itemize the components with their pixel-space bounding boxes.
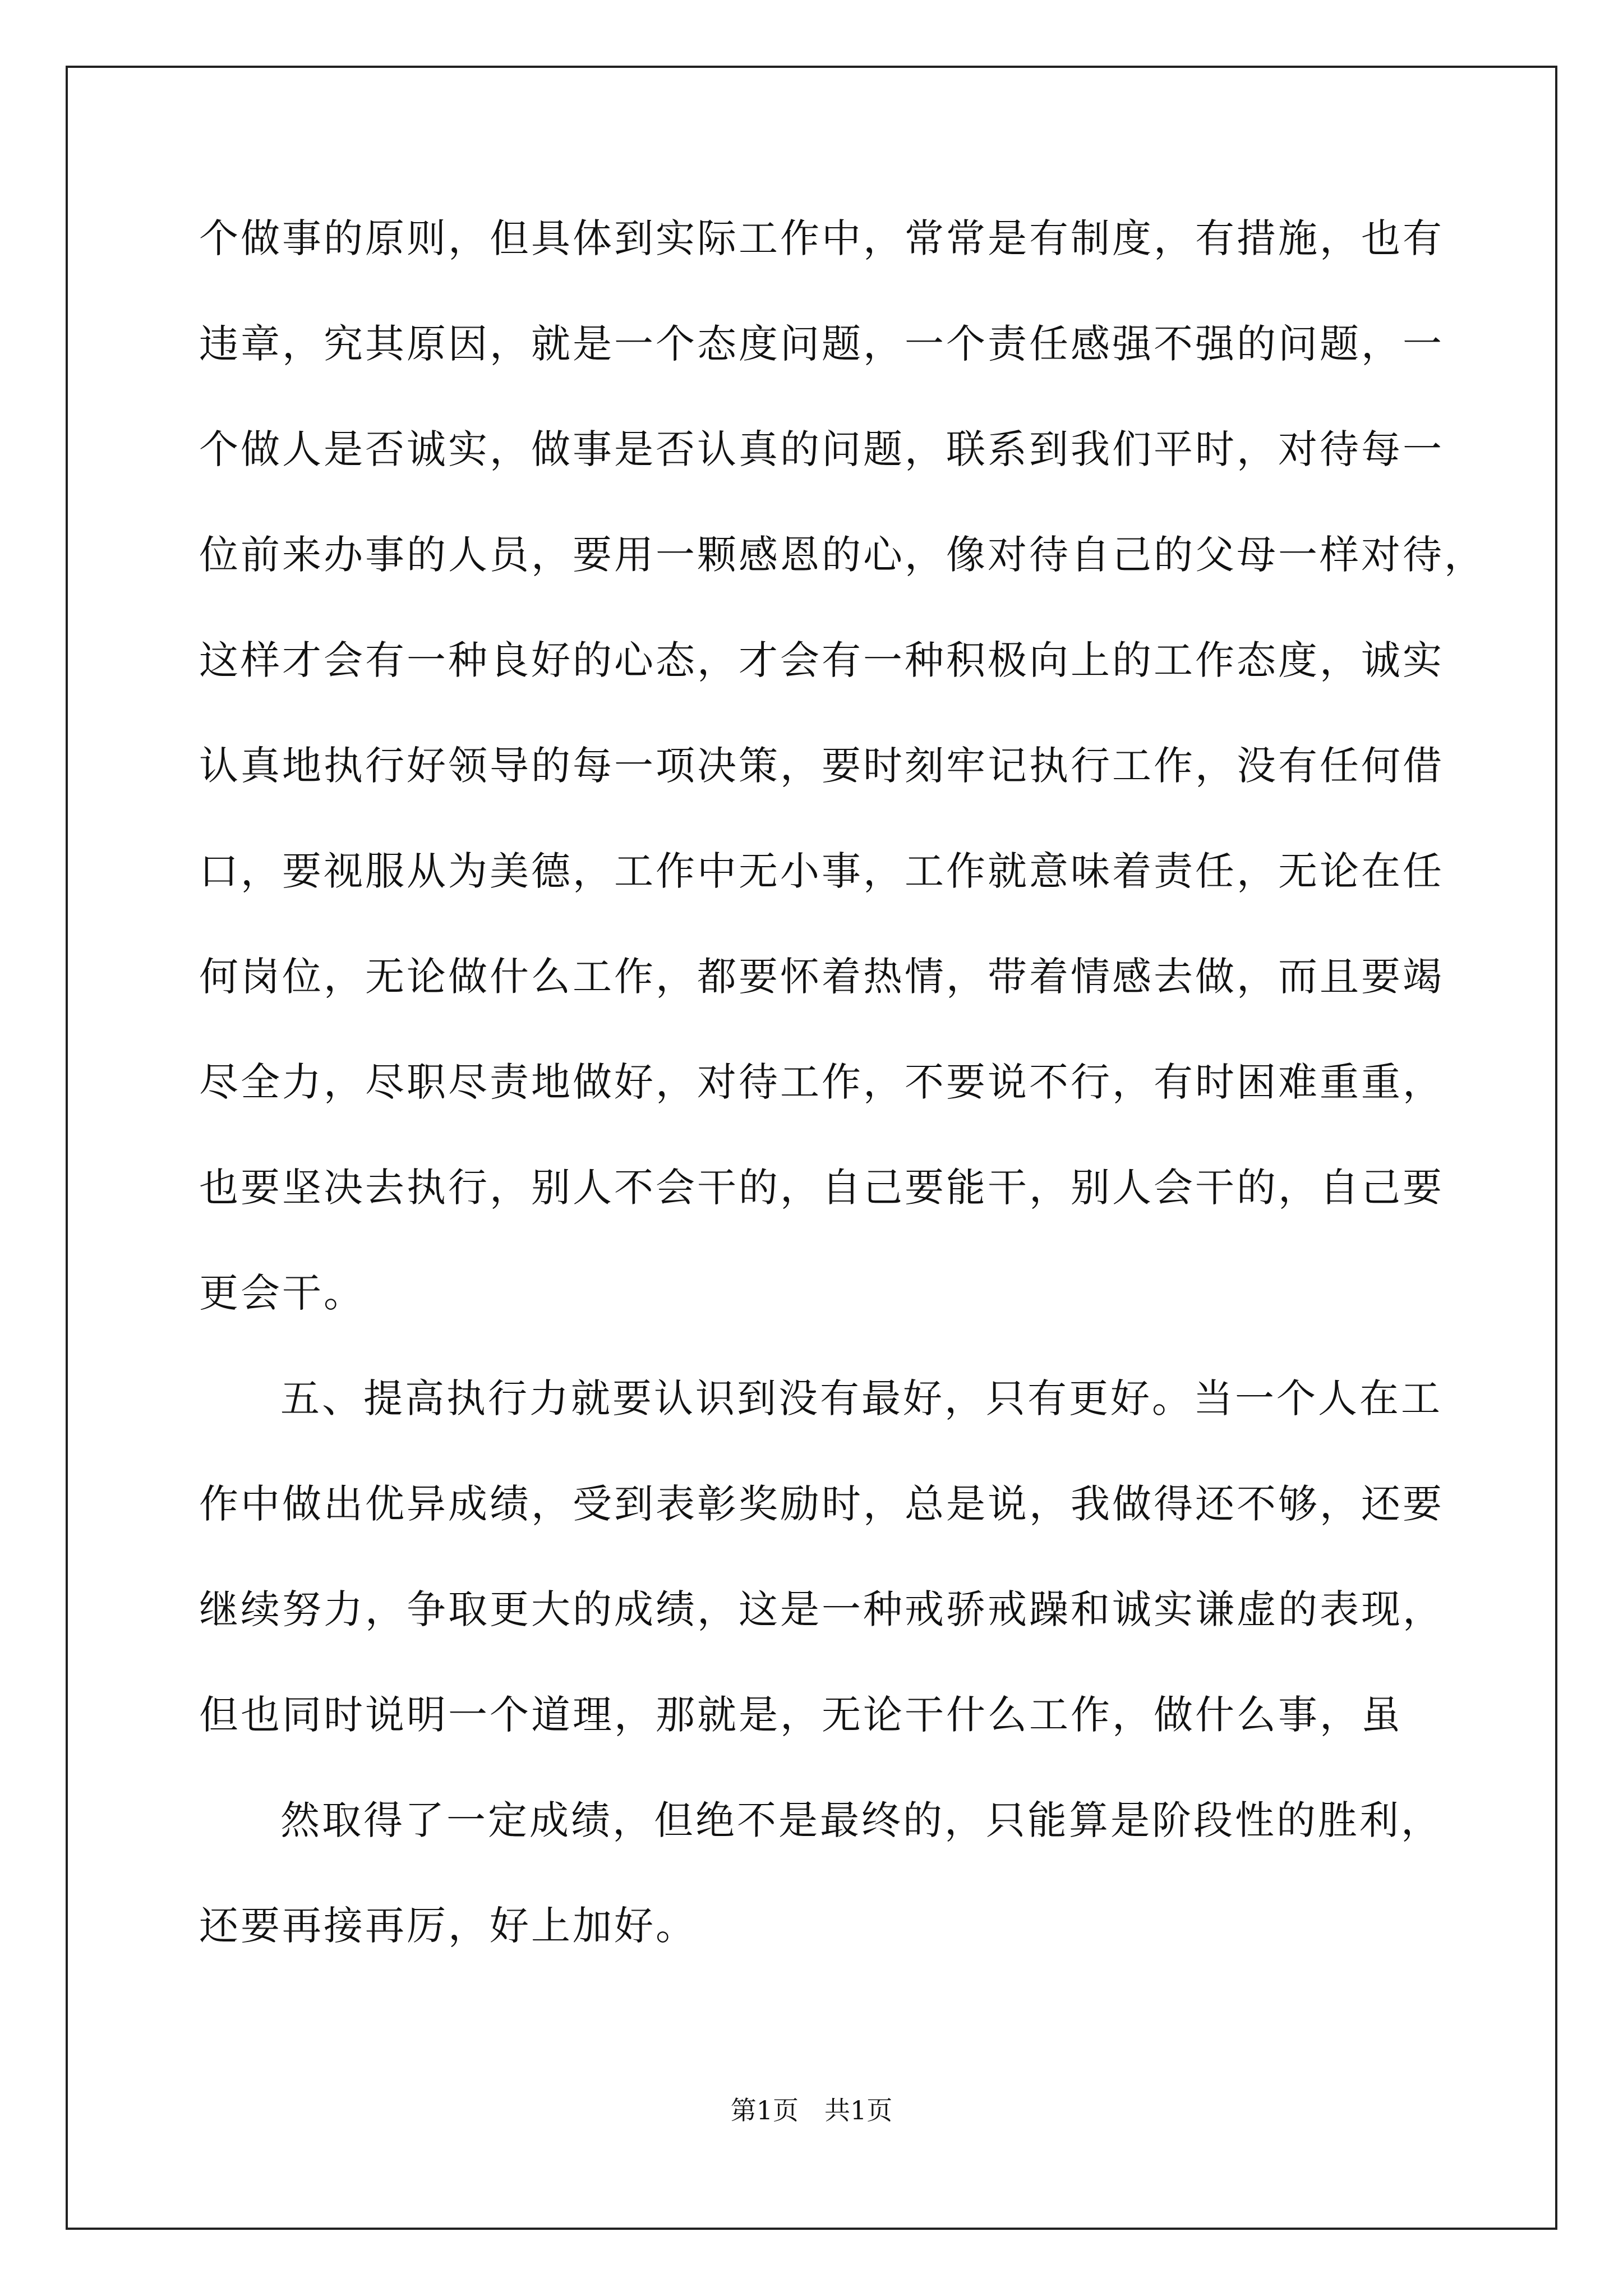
text-line: 个做事的原则，但具体到实际工作中，常常是有制度，有措施，也有: [199, 215, 1444, 261]
text-line: 个做人是否诚实，做事是否认真的问题，联系到我们平时，对待每一: [199, 426, 1444, 472]
paragraph-start-line: 然取得了一定成绩，但绝不是最终的，只能算是阶段性的胜利，: [280, 1797, 1442, 1843]
text-line: 也要坚决去执行，别人不会干的，自己要能干，别人会干的，自己要: [199, 1165, 1444, 1211]
text-line: 还要再接再厉，好上加好。: [199, 1903, 697, 1949]
text-line: 继续努力，争取更大的成绩，这是一种戒骄戒躁和诚实谦虚的表现，: [199, 1586, 1444, 1632]
page-footer: [0, 2093, 1623, 2127]
text-line: 违章，究其原因，就是一个态度问题，一个责任感强不强的问题，一: [199, 321, 1444, 367]
page-total: 共1页: [824, 2095, 893, 2125]
text-line: 这样才会有一种良好的心态，才会有一种积极向上的工作态度，诚实: [199, 637, 1444, 683]
text-line: 作中做出优异成绩，受到表彰奖励时，总是说，我做得还不够，还要: [199, 1481, 1444, 1527]
text-line: 尽全力，尽职尽责地做好，对待工作，不要说不行，有时困难重重，: [199, 1059, 1444, 1105]
text-line: 口，要视服从为美德，工作中无小事，工作就意味着责任，无论在任: [199, 848, 1444, 894]
text-line: 更会干。: [199, 1270, 365, 1316]
text-line: 认真地执行好领导的每一项决策，要时刻牢记执行工作，没有任何借: [199, 743, 1444, 789]
paragraph-start-line: 五、提高执行力就要认识到没有最好，只有更好。当一个人在工: [280, 1375, 1442, 1421]
text-line: 位前来办事的人员，要用一颗感恩的心，像对待自己的父母一样对待，: [199, 532, 1486, 578]
text-line: 何岗位，无论做什么工作，都要怀着热情，带着情感去做，而且要竭: [199, 954, 1444, 1000]
page-number: 第1页: [730, 2095, 799, 2125]
text-line: 但也同时说明一个道理，那就是，无论干什么工作，做什么事，虽: [199, 1692, 1403, 1738]
